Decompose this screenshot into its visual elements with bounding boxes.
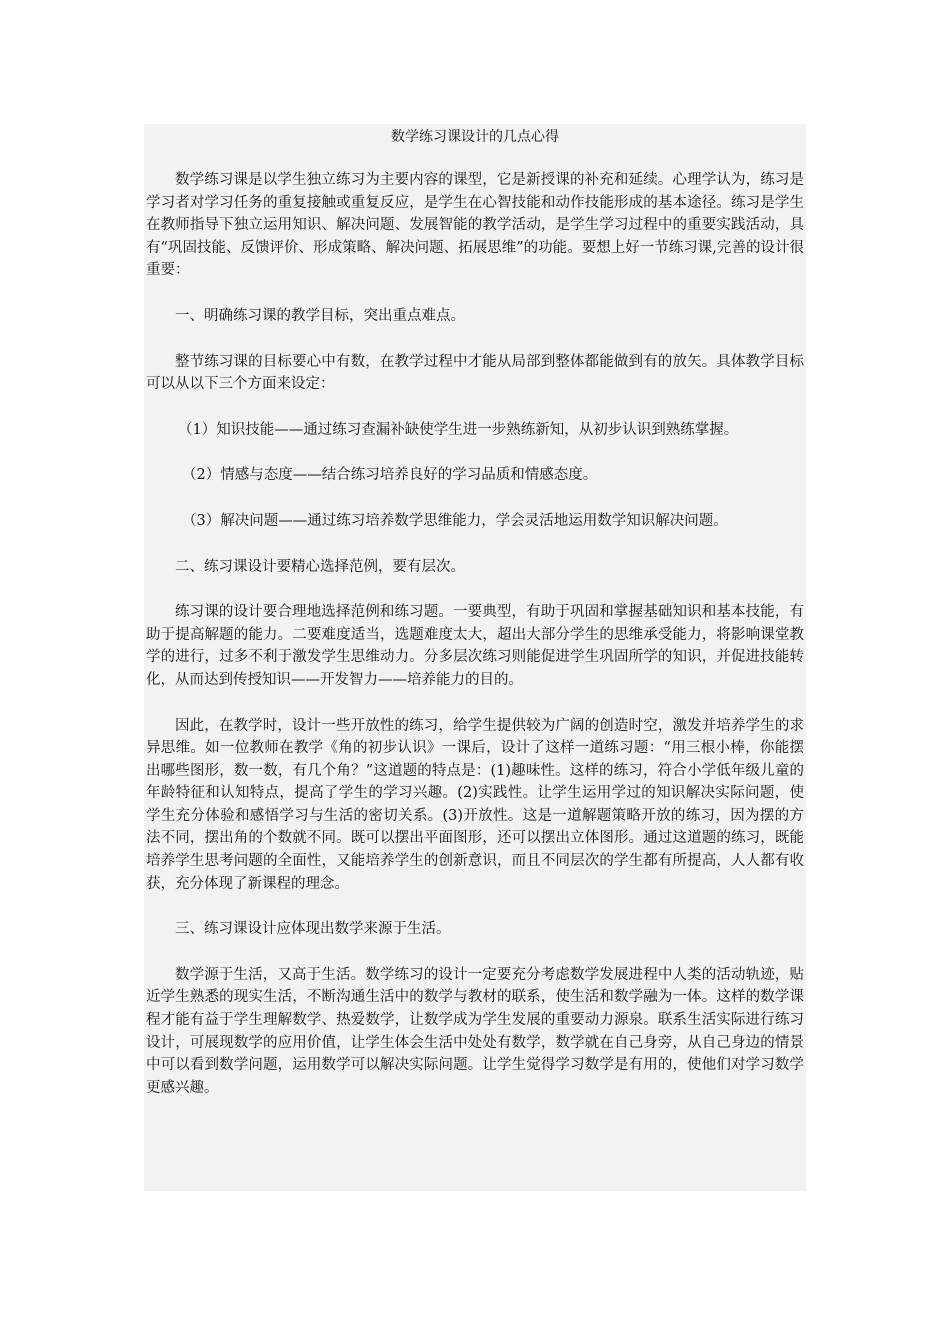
goal-item-2: （2）情感与态度——结合练习培养良好的学习品质和情感态度。 xyxy=(182,467,598,484)
document-title: 数学练习课设计的几点心得 xyxy=(391,129,559,145)
section-3-heading: 三、练习课设计应体现出数学来源于生活。 xyxy=(175,921,451,938)
section-2-paragraph-2: 因此，在教学时，设计一些开放性的练习，给学生提供较为广阔的创造时空，激发并培养学生的求异思维。如一位教师在教学《角的初步认识》一课后，设计了这样一道练习题：“用三根小棒，你能摆出哪些图形，数一数，有几个角？”这道题的特点是：(1)趣味性。这样的练习，符合小学低年级儿童的年龄特征和认知特点，提高了学生的学习兴趣。(2)实践性。让学生运用学过的知识解决实际问题，使学生充分体验和感悟学习与生活的密切关系。(3)开放性。这是一道解题策略开放的练习，因为摆的方法不同，摆出角的个数就不同。既可以摆出平面图形，还可以摆出立体图形。通过这道题的练习，既能培养学生思考问题的全面性，又能培养学生的创新意识，而且不同层次的学生都有所提高，人人都有收获，充分体现了新课程的理念。 xyxy=(146,717,804,892)
intro-paragraph: 数学练习课是以学生独立练习为主要内容的课型，它是新授课的补充和延续。心理学认为，练习是学习者对学习任务的重复接触或重复反应，是学生在心智技能和动作技能形成的基本途径。练习是学生在教师指导下独立运用知识、解决问题、发展智能的教学活动，是学生学习过程中的重要实践活动，具有“巩固技能、反馈评价、形成策略、解决问题、拓展思维”的功能。要想上好一节练习课,完善的设计很重要： xyxy=(146,172,804,279)
section-3-paragraph: 数学源于生活，又高于生活。数学练习的设计一定要充分考虑数学发展进程中人类的活动轨迹，贴近学生熟悉的现实生活，不断沟通生活中的数学与教材的联系，使生活和数学融为一体。这样的数学课程才能有益于学生理解数学、热爱数学，让数学成为学生发展的重要动力源泉。联系生活实际进行练习设计，可展现数学的应用价值，让学生体会生活中处处有数学，数学就在自己身旁，从自己身边的情景中可以看到数学问题，运用数学可以解决实际问题。让学生觉得学习数学是有用的，使他们对学习数学更感兴趣。 xyxy=(146,966,804,1096)
section-1-heading: 一、明确练习课的教学目标，突出重点难点。 xyxy=(175,307,465,324)
goal-item-3: （3）解决问题——通过练习培养数学思维能力，学会灵活地运用数学知识解决问题。 xyxy=(182,512,728,529)
section-2-paragraph-1: 练习课的设计要合理地选择范例和练习题。一要典型，有助于巩固和掌握基础知识和基本技能，有助于提高解题的能力。二要难度适当，选题难度太大，超出大部分学生的思维承受能力，将影响课堂教学的进行，过多不利于激发学生思维动力。分多层次练习则能促进学生巩固所学的知识，并促进技能转化，从而达到传授知识——开发智力——培养能力的目的。 xyxy=(146,604,804,688)
document-body xyxy=(144,124,806,1191)
section-1-paragraph: 整节练习课的目标要心中有数，在教学过程中才能从局部到整体都能做到有的放矢。具体教学目标可以从以下三个方面来设定： xyxy=(146,353,804,393)
goal-item-1: （1）知识技能——通过练习查漏补缺使学生进一步熟练新知，从初步认识到熟练掌握。 xyxy=(178,421,739,438)
section-2-heading: 二、练习课设计要精心选择范例，要有层次。 xyxy=(175,558,465,575)
